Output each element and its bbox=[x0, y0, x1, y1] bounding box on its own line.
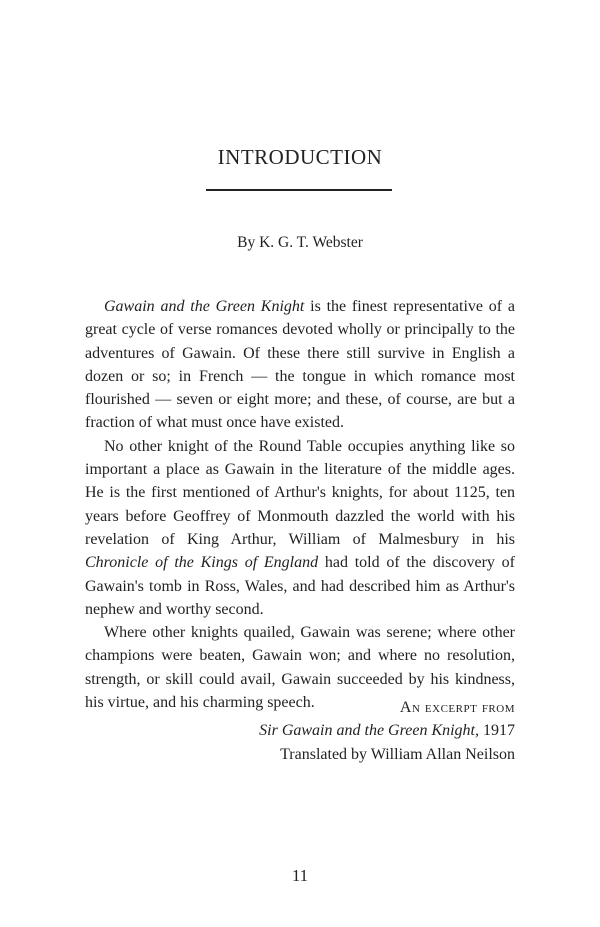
excerpt-label: An excerpt from bbox=[399, 699, 515, 716]
paragraph-1 bbox=[85, 295, 515, 435]
source-year: 1917 bbox=[483, 722, 515, 740]
paragraph-2-text-after: had told of the discovery of Gawain's tomb in Ross, Wales, and had described him as Arthur's nephew and worthy second. bbox=[85, 554, 515, 618]
excerpt-credit bbox=[85, 696, 515, 766]
translator-line: Translated by William Allan Neilson bbox=[280, 745, 515, 763]
chapter-title: INTRODUCTION bbox=[217, 145, 383, 169]
author-byline: By K. G. T. Webster bbox=[237, 234, 363, 251]
body-text bbox=[85, 295, 515, 714]
source-line bbox=[85, 719, 515, 742]
paragraph-3-text: Where other knights quailed, Gawain was serene; where other champions were beaten, Gawain won; and where no resolution, strength, or skill could avail, Gawain succeeded by his kindness, his virtue, and his charming speech. bbox=[85, 624, 515, 712]
work-title: Gawain and the Green Knight bbox=[104, 298, 305, 315]
paragraph-1-text: is the finest representative of a great cycle of verse romances devoted wholly or principally to the adventures of Gawain. Of these there still survive in English a dozen or so; in French — the tongue in which romance most flourished — seven or eight more; and these, of course, are but a fraction of what must once have existed. bbox=[85, 298, 516, 432]
chronicle-title: Chronicle of the Kings of England bbox=[85, 554, 319, 572]
paragraph-2-text-before: No other knight of the Round Table occupies anything like so important a place as Gawain in the literature of the middle ages. He is the first mentioned of Arthur's knights, for about 1125, ten years before Geoffrey of Monmouth dazzled the world with his revelation of King Arthur, William of Malmesbury in his bbox=[85, 437, 515, 548]
paragraph-2 bbox=[85, 435, 515, 621]
source-title: Sir Gawain and the Green Knight, bbox=[259, 722, 479, 740]
page-number: 11 bbox=[291, 866, 309, 885]
title-divider bbox=[206, 189, 392, 191]
